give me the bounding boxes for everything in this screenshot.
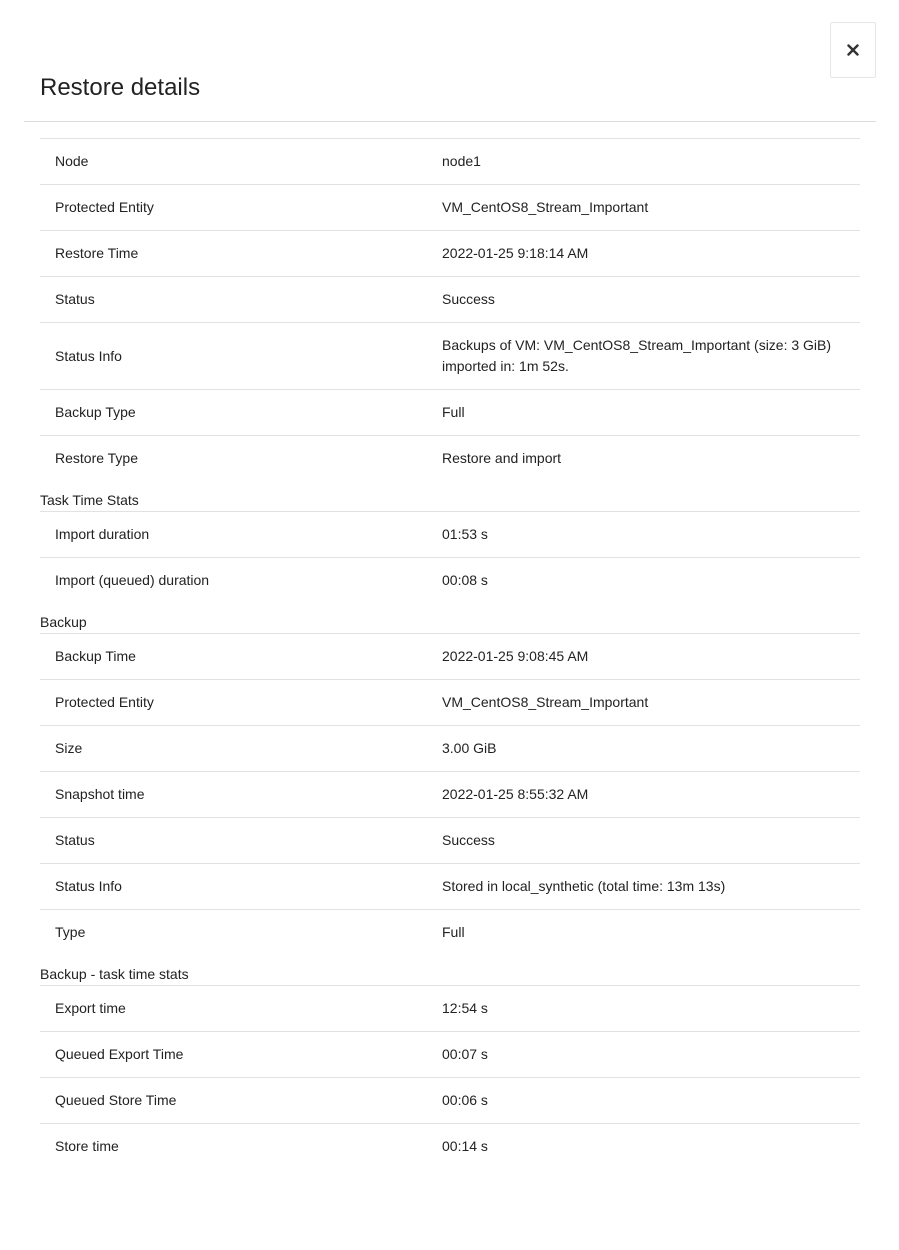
detail-value: 12:54 s <box>442 1000 488 1016</box>
detail-label: Queued Export Time <box>55 1046 184 1062</box>
task-time-stats-table <box>40 511 860 603</box>
detail-value: Backups of VM: VM_CentOS8_Stream_Important (size: 3 GiB) imported in: 1m 52s. <box>442 337 832 374</box>
detail-label: Backup Type <box>55 404 136 420</box>
detail-value: 2022-01-25 9:18:14 AM <box>442 245 589 261</box>
detail-label: Status <box>55 291 95 307</box>
detail-value: Stored in local_synthetic (total time: 13m 13s) <box>442 878 726 894</box>
detail-value: Success <box>442 291 495 307</box>
detail-label: Export time <box>55 1000 126 1016</box>
detail-row-status <box>40 277 860 323</box>
detail-label: Status Info <box>55 347 122 364</box>
detail-row-restore-time <box>40 231 860 277</box>
detail-row-type <box>40 910 860 955</box>
detail-row-import-queued-duration <box>40 558 860 603</box>
detail-value: 2022-01-25 8:55:32 AM <box>442 786 589 802</box>
detail-row-status-info <box>40 864 860 910</box>
detail-value: Full <box>442 404 465 420</box>
detail-value: 00:07 s <box>442 1046 488 1062</box>
detail-label: Node <box>55 153 89 169</box>
detail-row-node <box>40 139 860 185</box>
detail-value: VM_CentOS8_Stream_Important <box>442 694 649 710</box>
restore-section <box>40 138 860 481</box>
header-divider <box>24 121 876 122</box>
detail-row-protected-entity <box>40 680 860 726</box>
detail-row-backup-time <box>40 634 860 680</box>
detail-value: Full <box>442 924 465 940</box>
detail-value: 01:53 s <box>442 526 488 542</box>
detail-value: Success <box>442 832 495 848</box>
detail-label: Status Info <box>55 878 122 894</box>
close-icon <box>847 44 859 56</box>
detail-label: Queued Store Time <box>55 1092 177 1108</box>
detail-value: VM_CentOS8_Stream_Important <box>442 199 649 215</box>
detail-row-export-time <box>40 986 860 1032</box>
detail-label: Restore Time <box>55 245 139 261</box>
backup-table <box>40 633 860 955</box>
detail-label: Size <box>55 740 83 756</box>
detail-label: Status <box>55 832 95 848</box>
detail-row-import-duration <box>40 512 860 558</box>
detail-value: Restore and import <box>442 450 562 466</box>
backup-task-time-stats-section <box>40 955 860 1169</box>
detail-label: Protected Entity <box>55 199 154 215</box>
detail-row-size <box>40 726 860 772</box>
detail-label: Store time <box>55 1138 119 1154</box>
detail-row-status <box>40 818 860 864</box>
detail-row-protected-entity <box>40 185 860 231</box>
detail-row-snapshot-time <box>40 772 860 818</box>
section-title: Backup - task time stats <box>40 966 189 982</box>
detail-row-restore-type <box>40 436 860 481</box>
close-button[interactable] <box>830 22 876 78</box>
detail-label: Restore Type <box>55 450 139 466</box>
detail-label: Snapshot time <box>55 786 145 802</box>
task-time-stats-section <box>40 481 860 603</box>
detail-value: node1 <box>442 153 481 169</box>
detail-row-queued-export-time <box>40 1032 860 1078</box>
backup-section <box>40 603 860 955</box>
section-title: Backup <box>40 614 87 630</box>
detail-label: Protected Entity <box>55 694 154 710</box>
detail-label: Backup Time <box>55 648 136 664</box>
detail-value: 00:14 s <box>442 1138 488 1154</box>
detail-value: 00:06 s <box>442 1092 488 1108</box>
detail-row-status-info <box>40 323 860 390</box>
detail-label: Import duration <box>55 526 150 542</box>
details-content <box>40 138 860 1169</box>
detail-row-store-time <box>40 1124 860 1169</box>
detail-row-backup-type <box>40 390 860 436</box>
section-title: Task Time Stats <box>40 492 139 508</box>
detail-value: 2022-01-25 9:08:45 AM <box>442 648 589 664</box>
backup-task-time-stats-table <box>40 985 860 1169</box>
detail-value: 00:08 s <box>442 572 488 588</box>
restore-table <box>40 138 860 481</box>
detail-label: Type <box>55 924 86 940</box>
detail-row-queued-store-time <box>40 1078 860 1124</box>
dialog-title: Restore details <box>40 74 201 101</box>
detail-label: Import (queued) duration <box>55 572 210 588</box>
detail-value: 3.00 GiB <box>442 740 497 756</box>
